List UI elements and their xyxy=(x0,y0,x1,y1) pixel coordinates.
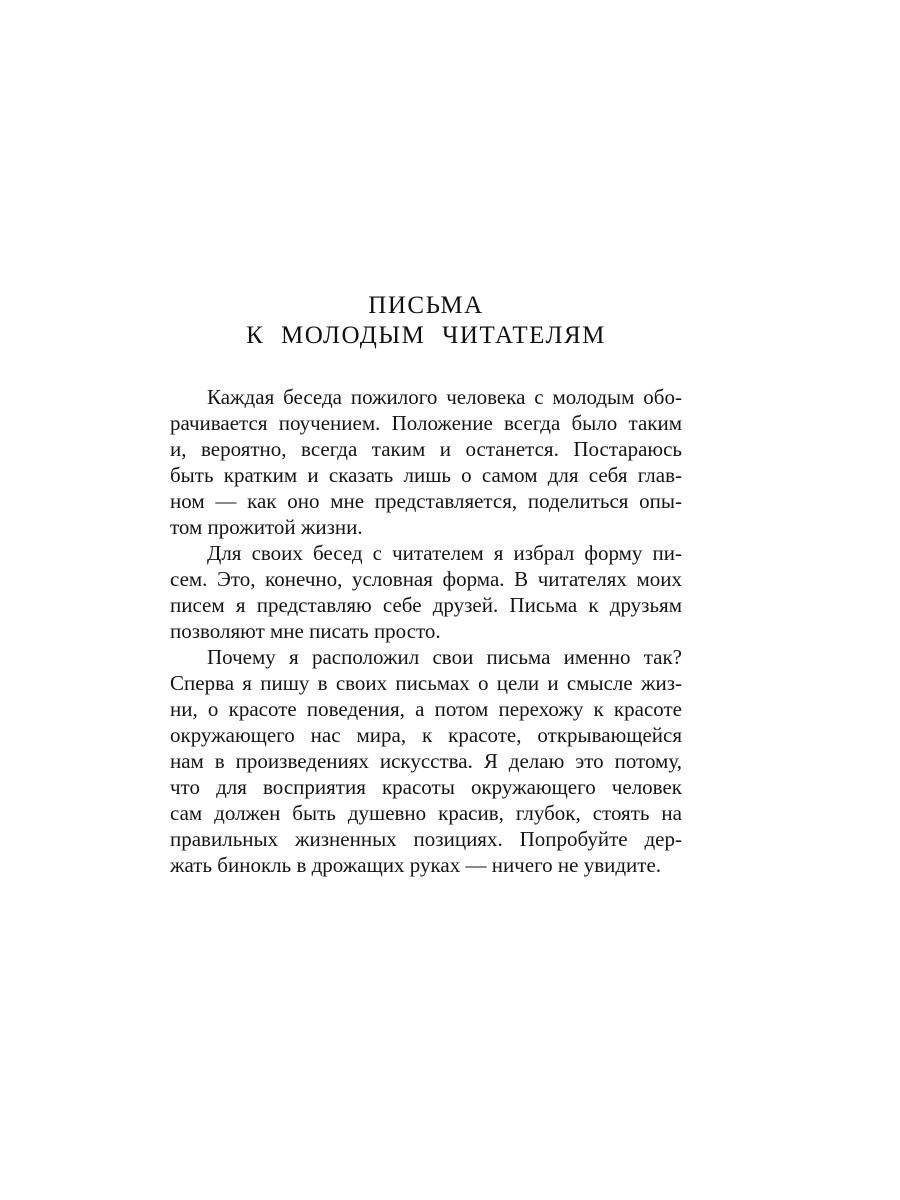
paragraph xyxy=(170,644,682,878)
text-line: сем. Это, конечно, условная форма. В читателях моих xyxy=(170,567,682,591)
text-line: и, вероятно, всегда таким и останется. Постараюсь xyxy=(170,437,682,461)
chapter-title-line-1: ПИСЬМА xyxy=(368,292,484,319)
text-line: окружающего нас мира, к красоте, открывающейся xyxy=(170,723,682,747)
text-line: рачивается поучением. Положение всегда было таким xyxy=(170,411,682,435)
text-line: что для восприятия красоты окружающего человек xyxy=(170,775,682,799)
text-line: ни, о красоте поведения, а потом перехожу к красоте xyxy=(170,697,682,721)
text-line: нам в произведениях искусства. Я делаю это потому, xyxy=(170,749,682,773)
text-column xyxy=(170,291,682,878)
text-line: сам должен быть душевно красив, глубок, стоять на xyxy=(170,801,682,825)
text-line: позволяют мне писать просто. xyxy=(170,619,441,643)
text-line: Каждая беседа пожилого человека с молодым обо- xyxy=(207,385,682,409)
text-line: писем я представляю себе друзей. Письма к друзьям xyxy=(170,593,682,617)
text-line: Сперва я пишу в своих письмах о цели и смысле жиз- xyxy=(170,671,682,695)
text-line: том прожитой жизни. xyxy=(170,515,363,539)
text-line: Для своих бесед с читателем я избрал форму пи- xyxy=(207,541,682,565)
text-line: быть кратким и сказать лишь о самом для себя глав- xyxy=(170,463,682,487)
body-text xyxy=(170,384,682,878)
text-line: правильных жизненных позициях. Попробуйте дер- xyxy=(170,827,682,851)
chapter-title-line-2: К МОЛОДЫМ ЧИТАТЕЛЯМ xyxy=(246,322,606,349)
text-line: жать бинокль в дрожащих руках — ничего не увидите. xyxy=(170,853,662,877)
text-line: Почему я расположил свои письма именно так? xyxy=(207,645,682,669)
paragraph xyxy=(170,384,682,540)
paragraph xyxy=(170,540,682,644)
chapter-title xyxy=(170,291,682,351)
text-line: ном — как оно мне представляется, поделиться опы- xyxy=(170,489,682,513)
